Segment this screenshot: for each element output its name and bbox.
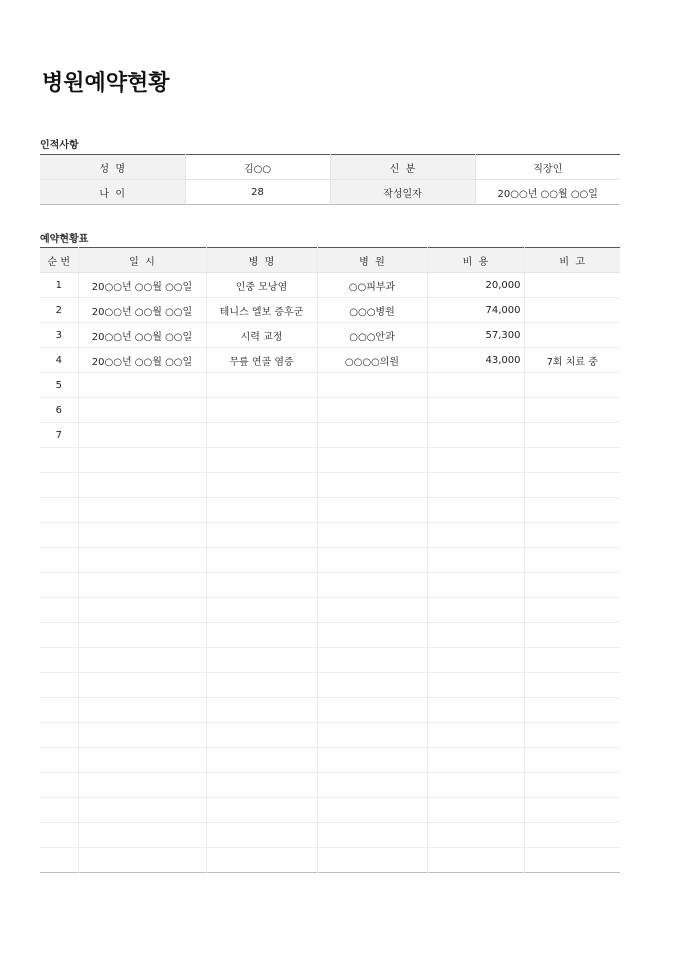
row-date <box>78 423 206 448</box>
row-note <box>524 523 620 548</box>
row-hospital <box>317 548 427 573</box>
row-hospital <box>317 748 427 773</box>
personal-info-table <box>40 154 620 205</box>
table-row <box>40 348 620 373</box>
row-cost: 74,000 <box>427 298 524 323</box>
table-row <box>40 798 620 823</box>
row-date <box>78 848 206 873</box>
row-date <box>78 798 206 823</box>
row-number: 7 <box>40 423 78 448</box>
row-number <box>40 823 78 848</box>
row-note <box>524 498 620 523</box>
row-hospital <box>317 673 427 698</box>
row-cost <box>427 748 524 773</box>
table-row <box>40 548 620 573</box>
row-date <box>78 673 206 698</box>
row-note <box>524 298 620 323</box>
info-row <box>40 180 620 205</box>
row-number <box>40 448 78 473</box>
row-cost <box>427 448 524 473</box>
row-date <box>78 623 206 648</box>
column-header: 병 원 <box>317 248 427 273</box>
row-disease <box>206 848 317 873</box>
row-hospital <box>317 648 427 673</box>
row-cost <box>427 773 524 798</box>
row-cost: 57,300 <box>427 323 524 348</box>
row-date <box>78 823 206 848</box>
row-disease <box>206 448 317 473</box>
table-row <box>40 373 620 398</box>
row-number <box>40 698 78 723</box>
row-number <box>40 773 78 798</box>
row-note <box>524 573 620 598</box>
row-number <box>40 848 78 873</box>
date-label: 작성일자 <box>330 180 475 205</box>
table-row <box>40 648 620 673</box>
row-hospital: ○○○병원 <box>317 298 427 323</box>
age-value: 28 <box>185 180 330 205</box>
row-number <box>40 723 78 748</box>
name-label: 성 명 <box>40 155 185 180</box>
row-date <box>78 723 206 748</box>
table-header-row <box>40 248 620 273</box>
row-hospital <box>317 473 427 498</box>
table-row <box>40 773 620 798</box>
row-cost <box>427 673 524 698</box>
row-note <box>524 373 620 398</box>
row-number <box>40 498 78 523</box>
reservation-title: 예약현황표 <box>40 234 89 245</box>
table-row <box>40 623 620 648</box>
row-cost <box>427 473 524 498</box>
column-header: 비 용 <box>427 248 524 273</box>
table-row <box>40 448 620 473</box>
row-cost <box>427 723 524 748</box>
row-note <box>524 723 620 748</box>
row-date: 20○○년 ○○월 ○○일 <box>78 348 206 373</box>
row-cost <box>427 548 524 573</box>
row-disease <box>206 498 317 523</box>
row-date <box>78 748 206 773</box>
row-hospital <box>317 773 427 798</box>
row-cost <box>427 848 524 873</box>
table-row <box>40 398 620 423</box>
row-note <box>524 623 620 648</box>
row-hospital <box>317 448 427 473</box>
column-header: 병 명 <box>206 248 317 273</box>
row-number <box>40 648 78 673</box>
status-label: 신 분 <box>330 155 475 180</box>
row-date <box>78 373 206 398</box>
row-date <box>78 698 206 723</box>
table-row <box>40 273 620 298</box>
row-hospital <box>317 723 427 748</box>
row-note <box>524 823 620 848</box>
row-disease <box>206 648 317 673</box>
row-number: 4 <box>40 348 78 373</box>
row-cost <box>427 398 524 423</box>
row-number <box>40 623 78 648</box>
table-row <box>40 848 620 873</box>
row-hospital <box>317 823 427 848</box>
row-number <box>40 748 78 773</box>
column-header: 비 고 <box>524 248 620 273</box>
row-note <box>524 423 620 448</box>
row-cost <box>427 373 524 398</box>
row-disease <box>206 623 317 648</box>
status-value: 직장인 <box>475 155 620 180</box>
row-date <box>78 523 206 548</box>
row-note <box>524 648 620 673</box>
row-note <box>524 798 620 823</box>
row-note <box>524 323 620 348</box>
row-cost <box>427 523 524 548</box>
row-number: 2 <box>40 298 78 323</box>
row-date: 20○○년 ○○월 ○○일 <box>78 273 206 298</box>
row-hospital <box>317 698 427 723</box>
row-cost: 20,000 <box>427 273 524 298</box>
row-note <box>524 448 620 473</box>
row-note <box>524 473 620 498</box>
row-disease <box>206 673 317 698</box>
row-disease <box>206 373 317 398</box>
table-row <box>40 473 620 498</box>
reservation-table <box>40 247 620 873</box>
table-row <box>40 323 620 348</box>
row-cost <box>427 798 524 823</box>
row-hospital <box>317 598 427 623</box>
row-cost <box>427 598 524 623</box>
row-disease <box>206 798 317 823</box>
row-disease <box>206 473 317 498</box>
row-note <box>524 548 620 573</box>
row-disease <box>206 748 317 773</box>
row-disease <box>206 523 317 548</box>
row-note <box>524 673 620 698</box>
row-disease: 무릎 연골 염증 <box>206 348 317 373</box>
row-number <box>40 548 78 573</box>
row-note <box>524 398 620 423</box>
page-title: 병원예약현황 <box>42 71 170 96</box>
table-row <box>40 723 620 748</box>
personal-info-title: 인적사항 <box>40 140 79 151</box>
row-hospital <box>317 848 427 873</box>
row-number <box>40 673 78 698</box>
row-hospital: ○○피부과 <box>317 273 427 298</box>
row-note <box>524 273 620 298</box>
table-row <box>40 698 620 723</box>
row-number: 6 <box>40 398 78 423</box>
row-number <box>40 473 78 498</box>
row-number <box>40 798 78 823</box>
row-number <box>40 523 78 548</box>
row-hospital <box>317 573 427 598</box>
row-date <box>78 473 206 498</box>
row-cost <box>427 573 524 598</box>
table-row <box>40 673 620 698</box>
date-value: 20○○년 ○○월 ○○일 <box>475 180 620 205</box>
row-note <box>524 598 620 623</box>
row-date <box>78 448 206 473</box>
row-number: 3 <box>40 323 78 348</box>
row-disease <box>206 548 317 573</box>
row-disease <box>206 773 317 798</box>
row-cost <box>427 823 524 848</box>
row-hospital <box>317 798 427 823</box>
row-date <box>78 548 206 573</box>
row-cost <box>427 623 524 648</box>
row-hospital: ○○○○의원 <box>317 348 427 373</box>
name-value: 김○○ <box>185 155 330 180</box>
row-cost <box>427 423 524 448</box>
row-hospital <box>317 523 427 548</box>
row-cost <box>427 698 524 723</box>
table-row <box>40 523 620 548</box>
row-hospital: ○○○안과 <box>317 323 427 348</box>
row-hospital <box>317 623 427 648</box>
column-header: 순 번 <box>40 248 78 273</box>
info-row <box>40 155 620 180</box>
row-hospital <box>317 373 427 398</box>
row-note <box>524 698 620 723</box>
row-date <box>78 598 206 623</box>
row-cost <box>427 648 524 673</box>
row-hospital <box>317 398 427 423</box>
row-disease: 시력 교정 <box>206 323 317 348</box>
row-disease <box>206 598 317 623</box>
table-row <box>40 748 620 773</box>
table-row <box>40 298 620 323</box>
column-header: 일 시 <box>78 248 206 273</box>
row-disease <box>206 573 317 598</box>
row-disease <box>206 823 317 848</box>
row-disease <box>206 398 317 423</box>
row-cost <box>427 498 524 523</box>
row-date: 20○○년 ○○월 ○○일 <box>78 323 206 348</box>
row-hospital <box>317 498 427 523</box>
row-cost: 43,000 <box>427 348 524 373</box>
row-date <box>78 498 206 523</box>
row-disease: 테니스 엘보 증후군 <box>206 298 317 323</box>
row-date <box>78 573 206 598</box>
row-disease <box>206 723 317 748</box>
row-number: 5 <box>40 373 78 398</box>
row-note: 7회 치료 중 <box>524 348 620 373</box>
row-disease: 인중 모낭염 <box>206 273 317 298</box>
row-number <box>40 598 78 623</box>
row-disease <box>206 423 317 448</box>
row-hospital <box>317 423 427 448</box>
row-date: 20○○년 ○○월 ○○일 <box>78 298 206 323</box>
table-row <box>40 498 620 523</box>
table-row <box>40 823 620 848</box>
row-date <box>78 773 206 798</box>
row-note <box>524 748 620 773</box>
row-note <box>524 848 620 873</box>
row-date <box>78 648 206 673</box>
row-note <box>524 773 620 798</box>
row-disease <box>206 698 317 723</box>
row-number <box>40 573 78 598</box>
row-number: 1 <box>40 273 78 298</box>
row-date <box>78 398 206 423</box>
table-row <box>40 423 620 448</box>
table-row <box>40 573 620 598</box>
age-label: 나 이 <box>40 180 185 205</box>
table-row <box>40 598 620 623</box>
